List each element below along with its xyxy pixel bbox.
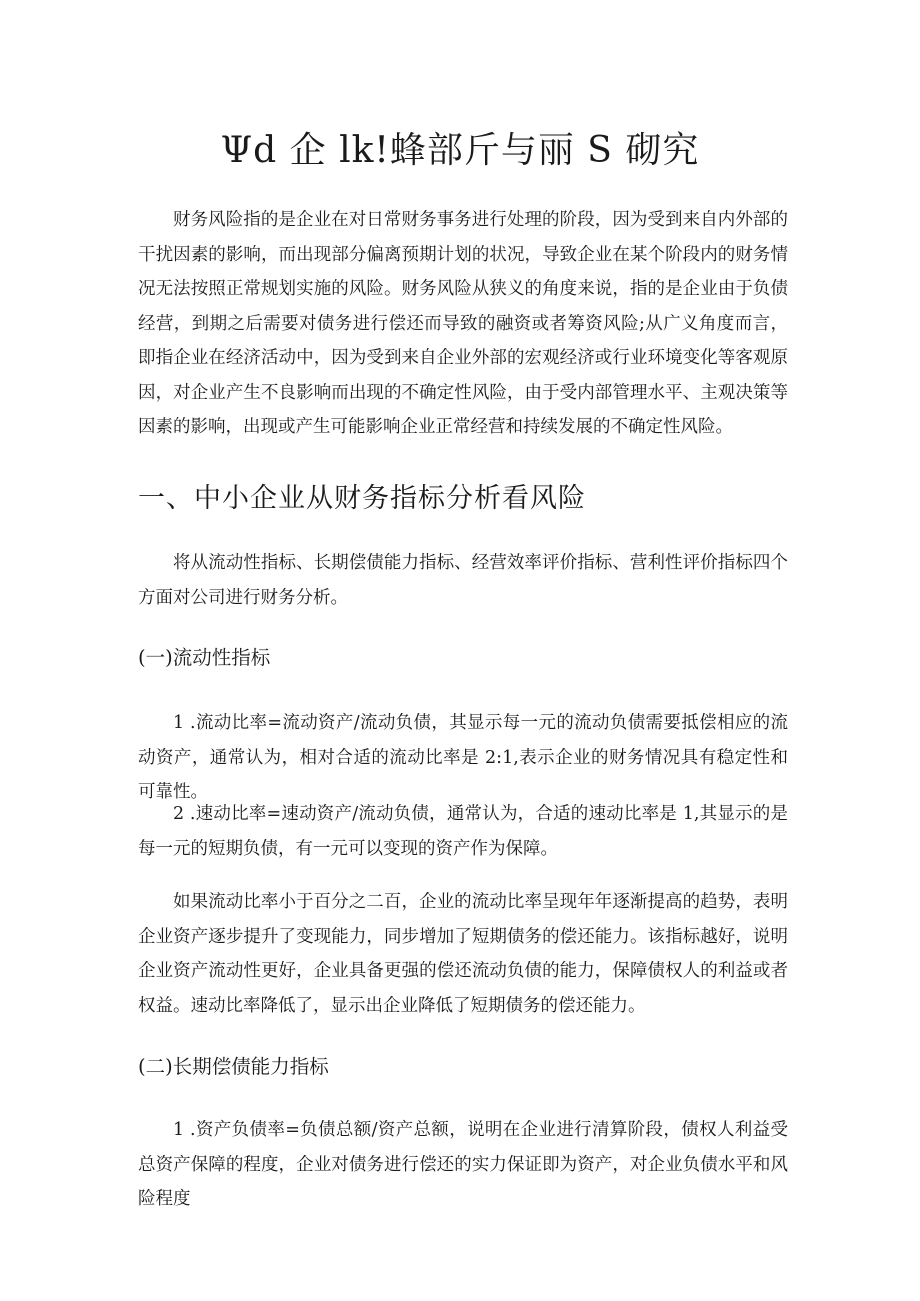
- intro-paragraph: 财务风险指的是企业在对日常财务事务进行处理的阶段，因为受到来自内外部的干扰因素的影响，而出现部分偏离预期计划的状况，导致企业在某个阶段内的财务情况无法按照正常规划实施的风险。财务风险从狭义的角度来说，指的是企业由于负债经营，到期之后需要对债务进行偿还而导致的融资或者筹资风险;从广义角度而言，即指企业在经济活动中，因为受到来自企业外部的宏观经济或行业环境变化等客观原因，对企业产生不良影响而出现的不确定性风险，由于受内部管理水平、主观决策等因素的影响，出现或产生可能影响企业正常经营和持续发展的不确定性风险。: [138, 210, 788, 437]
- section-heading-1: 一、中小企业从财务指标分析看风险: [138, 483, 586, 514]
- subsection-heading-solvency: (二)长期偿债能力指标: [138, 1055, 329, 1078]
- section-1-paragraph: 将从流动性指标、长期偿债能力指标、经营效率评价指标、营利性评价指标四个方面对公司进行财务分析。: [138, 553, 788, 608]
- list-item-current-ratio: 1 .流动比率=流动资产/流动负债，其显示每一元的流动负债需要抵偿相应的流动资产，通常认为，相对合适的流动比率是 2:1,表示企业的财务情况具有稳定性和可靠性。: [138, 713, 788, 802]
- list-item-quick-ratio: 2 .速动比率=速动资产/流动负债，通常认为，合适的速动比率是 1,其显示的是每一元的短期负债，有一元可以变现的资产作为保障。: [138, 804, 788, 859]
- list-item-debt-ratio: 1 .资产负债率=负债总额/资产总额，说明在企业进行清算阶段，债权人利益受总资产保障的程度，企业对债务进行偿还的实力保证即为资产，对企业负债水平和风险程度: [138, 1120, 788, 1209]
- liquidity-analysis-paragraph: 如果流动比率小于百分之二百，企业的流动比率呈现年年逐渐提高的趋势，表明企业资产逐步提升了变现能力，同步增加了短期债务的偿还能力。该指标越好，说明企业资产流动性更好，企业具备更强的偿还流动负债的能力，保障债权人的利益或者权益。速动比率降低了，显示出企业降低了短期债务的偿还能力。: [138, 892, 788, 1016]
- document-title: Ψd 企 lk!蜂部斤与丽 S 砌究: [220, 130, 700, 171]
- subsection-heading-liquidity: (一)流动性指标: [138, 646, 271, 669]
